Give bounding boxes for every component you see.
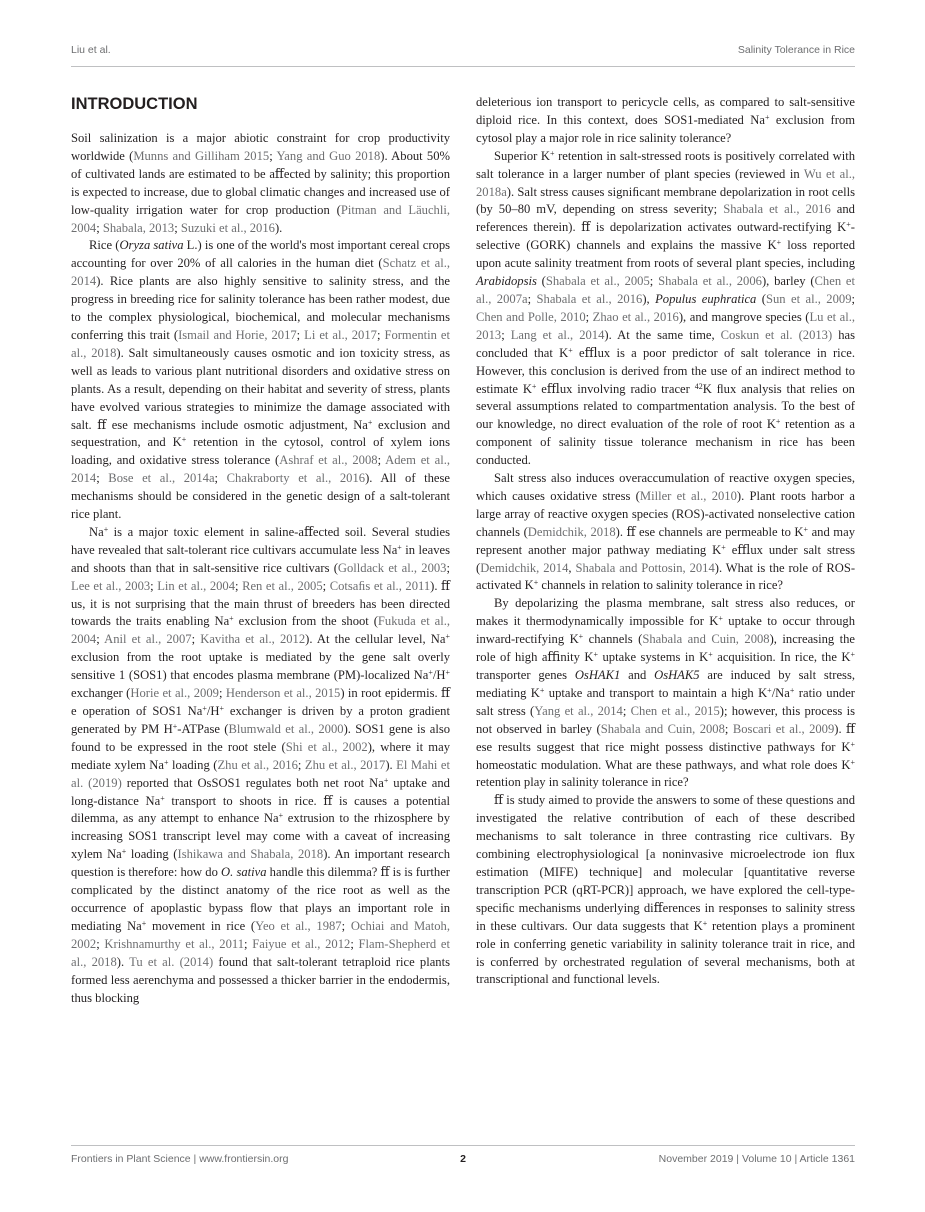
text-run: ; (501, 327, 511, 342)
text-run: Superior K (494, 148, 551, 163)
text-run: handle this dilemma? ﬀ is is further complicated by the distinct anatomy of the rice root as well as the occurrence of apoplastic bypass ﬂow that plays an important role in mediating Na (71, 865, 451, 933)
text-run: ). At the same time, (604, 327, 721, 342)
text-run: ; (851, 291, 855, 306)
citation-link[interactable]: Golldack et al., 2003 (337, 560, 447, 575)
citation-link[interactable]: Suzuki et al., 2016 (180, 220, 275, 235)
citation-link[interactable]: Ashraf et al., 2008 (279, 453, 378, 468)
header-short-title: Salinity Tolerance in Rice (737, 44, 855, 56)
text-run: ratio under salt stress ( (476, 685, 855, 718)
text-run: ; (341, 918, 351, 933)
text-run: ; (214, 471, 227, 486)
citation-link[interactable]: Ochiai and Matoh, 2002 (71, 918, 450, 951)
superscript: + (578, 632, 584, 642)
text-run: found that salt-tolerant tetraploid rice plants formed less aerenchyma and possessed a thicker barrier in the endodermis, thus blocking (71, 954, 450, 1005)
superscript: + (846, 220, 851, 230)
text-run: ; (96, 936, 105, 951)
text-run: loading ( (126, 847, 178, 862)
body-paragraph (71, 237, 450, 524)
text-run: /H (432, 668, 446, 683)
citation-link[interactable]: Zhao et al., 2016 (592, 309, 679, 324)
text-run: ; (235, 578, 243, 593)
text-run: exclusion from the root uptake is mediated by the gene salt overly sensitive 1 (SOS1) that encodes plasma membrane (PM)-localized Na (71, 650, 450, 683)
text-run: retention in the cytosol, control of xylem ions loading, and oxidative stress tolerance ( (71, 435, 450, 468)
superscript: + (850, 650, 855, 660)
text-run: eﬄux involving radio tracer (536, 381, 695, 396)
text-run: ). (385, 757, 397, 772)
citation-link[interactable]: Chen and Polle, 2010 (476, 309, 586, 324)
superscript: + (445, 668, 450, 678)
citation-link[interactable]: Horie et al., 2009 (130, 686, 219, 701)
text-run: ; (174, 220, 181, 235)
body-paragraph (71, 524, 450, 1007)
citation-link[interactable]: Chakraborty et al., 2016 (226, 471, 366, 486)
text-run: ﬀ is study aimed to provide the answers to some of these questions and investigated the relative contribution of each of these described mechanisms to salt tolerance in three contrasting rice cultivars. By combining electrophysiological [a noninvasive microelectrode ion ﬂux estimation (MIFE) technique] and molecular [quantitative reverse transcription PCR (qRT-PCR)] approach, we have explored the cell-type-speciﬁc mechanisms underlying diﬀerences in responses to salinity stress in these cultivars. Our data suggests that K (476, 793, 855, 933)
citation-link[interactable]: Coskun et al. (2013) (720, 327, 833, 342)
text-run: reported that OsSOS1 regulates both net root Na (121, 775, 384, 790)
citation-link[interactable]: Miller et al., 2010 (639, 488, 737, 503)
text-run: ). Salt stress causes signiﬁcant membrane depolarization in root cells (by 50–80 mV, depending on stress severity; (476, 184, 855, 217)
text-run: K ﬂux analysis that relies on several assumptions related to compartmentation analysis. To the best of our knowledge, no direct evaluation of the role of root K (476, 381, 855, 432)
right-paragraphs (476, 94, 855, 989)
text-run: eﬄux is a poor predictor of salt tolerance in rice. However, this conclusion is derived from the use of an indirect method to estimate K (476, 345, 855, 396)
superscript: + (539, 685, 545, 695)
superscript: + (141, 918, 147, 928)
text-run: uptake and transport to maintain a high K (544, 685, 768, 700)
citation-link[interactable]: Lee et al., 2003 (71, 578, 151, 593)
superscript: + (229, 614, 234, 624)
text-run: ). Salt simultaneously causes osmotic and ion toxicity stress, as well as leads to various plant nutritional disorders and oxidative stress on plants. As a result, depending on their habitat and severity of stress, plants have evolved various strategies to minimize the damage associated with salt. ﬀ ese mechanisms include osmotic adjustment, Na (71, 345, 450, 432)
superscript: 42 (694, 381, 703, 391)
superscript: + (367, 417, 373, 427)
text-run: ). What is the role of ROS-activated K (476, 560, 856, 593)
text-run: transport to shoots in rice. ﬀ is causes a potential dilemma, as any attempt to enhance Na (71, 793, 450, 826)
citation-link[interactable]: Demidchik, 2014 (480, 560, 569, 575)
superscript: + (181, 435, 187, 445)
superscript: + (776, 238, 782, 248)
text-run: ; (622, 703, 631, 718)
text-run: ). Plant roots harbor a large array of reactive oxygen species (ROS)-activated nonselective cation channels ( (476, 488, 855, 539)
text-run: ; (191, 632, 201, 647)
text-run: ). SOS1 gene is also found to be expressed in the root stele ( (71, 721, 451, 754)
footer-journal: Frontiers in Plant Science | www.frontiersin.org (71, 1153, 289, 1165)
text-run: Salt stress also induces overaccumulation of reactive oxygen species, which causes oxidative stress ( (476, 471, 855, 503)
footer-issue: November 2019 | Volume 10 | Article 1361 (658, 1153, 855, 1165)
citation-link[interactable]: Kavitha et al., 2012 (200, 632, 306, 647)
text-run: deleterious ion transport to pericycle cells, as compared to salt-sensitive diploid rice. In this context, does SOS1-mediated Na (476, 95, 855, 127)
superscript: + (164, 757, 169, 767)
text-run: eﬄux under salt stress ( (476, 542, 855, 575)
citation-link[interactable]: El Mahi et al. (2019) (71, 757, 450, 790)
text-run: ). ﬀ ese results suggest that rice might possess distinctive pathways for K (476, 721, 855, 754)
text-run: ; (377, 453, 386, 468)
citation-link[interactable]: Shi et al., 2002 (285, 739, 368, 754)
text-run: ; (376, 327, 385, 342)
text-run: ; (96, 632, 105, 647)
text-run: ). ﬀ ese channels are permeable to K (615, 524, 804, 539)
citation-link[interactable]: Flam-Shepherd et al., 2018 (71, 936, 450, 969)
text-run: Rice ( (89, 238, 120, 253)
body-paragraph (71, 130, 450, 237)
superscript: + (702, 918, 708, 928)
text-run: uptake to occur through inward-rectifying K (476, 614, 855, 647)
superscript: + (775, 417, 781, 427)
text-run: ; (649, 274, 659, 289)
text-run: ). At the cellular level, Na (305, 632, 446, 647)
citation-link[interactable]: Ren et al., 2005 (242, 578, 323, 593)
text-run: and may represent another major pathway mediating K (476, 524, 855, 557)
text-run: ) in root epidermis. ﬀ e operation of SOS1 Na (71, 686, 450, 718)
text-run: /Na (771, 685, 790, 700)
text-run: ; (446, 560, 450, 575)
header-authors: Liu et al. (71, 44, 111, 56)
text-run: ; (244, 936, 253, 951)
text-run: retention play in salinity tolerance in rice? (476, 775, 689, 790)
citation-link[interactable]: Shabala and Pottosin, 2014 (575, 560, 715, 575)
text-run: ). All of these mechanisms should be considered in the genetic design of a salt-tolerant rice plant. (71, 471, 450, 522)
superscript: + (767, 685, 772, 695)
text-run: movement in rice ( (146, 918, 256, 933)
text-run: -ATPase ( (177, 721, 229, 736)
citation-link[interactable]: Yang et al., 2014 (534, 703, 623, 718)
text-run: ). Rice plants are also highly sensitive to salinity stress, and the progress in breeding rice for salinity tolerance has been rather modest, due to the complex physiological, biochemical, and molecular mechanisms conferring this trait ( (71, 274, 450, 342)
citation-link[interactable]: Ishikawa and Shabala, 2018 (177, 847, 324, 862)
citation-link[interactable]: Wu et al., 2018a (476, 166, 855, 199)
superscript: + (202, 704, 207, 713)
italic-term: Populus euphratica (655, 291, 757, 306)
text-run: uptake systems in K (598, 650, 709, 665)
text-run: /H (206, 704, 220, 718)
text-run: retention in salt-stressed roots is positively correlated with salt tolerance in a larger number of plant species (reviewed in (476, 148, 855, 181)
text-run: ; (296, 327, 305, 342)
citation-link[interactable]: Shabala et al., 2016 (723, 202, 831, 217)
text-run: ), barley ( (761, 274, 815, 289)
text-run: homeostatic modulation. What are these pathways, and what role does K (476, 757, 851, 772)
text-run: ). An important research question is therefore: how do (71, 847, 450, 880)
text-run: ; (724, 721, 733, 736)
text-run: ), increasing the role of high aﬃnity K (476, 632, 855, 665)
citation-link[interactable]: Munns and Gilliham 2015 (133, 148, 270, 163)
text-run: is a major toxic element in saline-aﬀected soil. Several studies have revealed that salt-tolerant rice cultivars accumulate less Na (71, 524, 450, 557)
superscript: + (789, 685, 795, 695)
citation-link[interactable]: Tu et al. (2014) (129, 954, 214, 969)
text-run: ). (116, 954, 130, 969)
text-run: and references therein). ﬀ is depolarization activates outward-rectifying K (476, 202, 855, 235)
superscript: + (172, 721, 178, 731)
text-run: ; (269, 148, 277, 163)
header-rule (71, 66, 855, 67)
citation-link[interactable]: Sun et al., 2009 (765, 291, 852, 306)
superscript: + (278, 811, 284, 821)
text-run: ; (585, 309, 593, 324)
page-number: 2 (460, 1153, 466, 1165)
superscript: + (445, 632, 450, 642)
left-column (71, 94, 450, 1007)
text-run: ), where it may mediate xylem Na (71, 739, 450, 772)
citation-link[interactable]: Ismail and Horie, 2017 (178, 327, 297, 342)
text-run: channels ( (583, 632, 643, 647)
body-paragraph (476, 94, 855, 148)
superscript: + (850, 757, 855, 767)
text-run: acquisition. In rice, the K (712, 650, 851, 665)
text-run: channels in relation to salinity tolerance in rice? (538, 578, 784, 593)
body-paragraph (476, 470, 855, 595)
italic-term: OsHAK1 (574, 668, 621, 682)
text-run: exchanger is driven by a proton gradient generated by PM H (71, 704, 450, 736)
text-run: ), and mangrove species ( (678, 309, 810, 324)
italic-term: Arabidopsis (476, 274, 537, 289)
citation-link[interactable]: Zhu et al., 2016 (217, 757, 298, 772)
text-run: transporter genes (476, 668, 575, 682)
citation-link[interactable]: Demidchik, 2018 (527, 524, 616, 539)
superscript: + (219, 704, 224, 713)
citation-link[interactable]: Chen et al., 2015 (630, 703, 720, 718)
text-run: ). About 50% of cultivated lands are estimated to be aﬀected by salinity; this proportion is expected to increase, due to global climatic changes and increased use of low-quality irrigation water for crop production ( (71, 148, 450, 217)
page-footer (71, 1153, 855, 1169)
citation-link[interactable]: Lang et al., 2014 (510, 327, 605, 342)
text-run: Soil salinization is a major abiotic constraint for crop productivity worldwide ( (71, 131, 450, 163)
citation-link[interactable]: Fukuda et al., 2004 (71, 614, 450, 647)
citation-link[interactable]: Anil et al., 2007 (104, 632, 192, 647)
italic-term: OsHAK5 (654, 668, 700, 682)
superscript: + (718, 614, 723, 624)
text-run: loss reported upon acute salinity treatment from roots of several plant species, including (476, 238, 855, 271)
text-run: ). (274, 220, 283, 235)
citation-link[interactable]: Krishnamurthy et al., 2011 (104, 936, 244, 951)
text-run: -selective (GORK) channels and explains the massive K (476, 220, 855, 253)
text-run: ; (322, 578, 330, 593)
citation-link[interactable]: Yang and Guo 2018 (276, 148, 381, 163)
citation-link[interactable]: Shabala and Cuin, 2008 (642, 632, 770, 647)
text-run: ; (150, 578, 158, 593)
superscript: + (103, 524, 109, 534)
superscript: + (568, 345, 573, 355)
superscript: + (850, 739, 855, 749)
text-run: exchanger ( (71, 686, 131, 701)
text-run: L.) is one of the world's most important cereal crops accounting for over 20% of all calories in the human diet ( (71, 238, 451, 271)
text-run: ; (218, 686, 226, 701)
text-run: has concluded that K (476, 327, 856, 360)
text-run: exclusion and sequestration, and K (71, 417, 450, 450)
text-run: exclusion from the shoot ( (233, 614, 378, 629)
text-run: retention plays a prominent role in conferring genetic variability in salinity tolerance trait in rice, and is conferred by orchestrated regulation of several mechanisms, both at transcriptional and functional levels. (476, 918, 855, 987)
citation-link[interactable]: Blumwald et al., 2000 (228, 721, 344, 736)
text-run: ; (527, 291, 537, 306)
body-paragraph (476, 595, 855, 792)
text-run: ); however, this process is not observed in barley ( (476, 703, 856, 736)
text-run: exclusion from cytosol play a major role in rice salinity tolerance? (476, 112, 855, 145)
text-run: are induced by salt stress, mediating K (476, 668, 856, 700)
body-paragraph (476, 792, 855, 989)
superscript: + (593, 650, 599, 660)
text-run: ). ﬀ us, it is not surprising that the main thrust of breeders has been directed towards the traits enabling Na (71, 578, 450, 629)
citation-link[interactable]: Shabala and Cuin, 2008 (600, 721, 725, 736)
superscript: + (121, 847, 127, 857)
citation-link[interactable]: Li et al., 2017 (304, 327, 377, 342)
superscript: + (397, 542, 402, 552)
citation-link[interactable]: Shabala, 2013 (102, 220, 175, 235)
section-title: INTRODUCTION (71, 95, 198, 113)
italic-term: O. sativa (221, 865, 267, 880)
text-run: ; (96, 471, 109, 486)
left-paragraphs (71, 130, 450, 1007)
citation-link[interactable]: Pitman and Läuchli, 2004 (71, 202, 450, 235)
superscript: + (803, 524, 809, 534)
italic-term: Oryza sativa (119, 238, 184, 253)
citation-link[interactable]: Lu et al., 2013 (476, 309, 855, 342)
text-run: ; (96, 220, 103, 235)
running-header (71, 44, 855, 60)
citation-link[interactable]: Schatz et al., 2014 (71, 256, 451, 289)
citation-link[interactable]: Chen et al., 2007a (476, 274, 855, 306)
citation-link[interactable]: Boscari et al., 2009 (732, 721, 835, 736)
text-run: Na (89, 524, 104, 539)
text-run: ( (536, 274, 546, 289)
citation-link[interactable]: Adem et al., 2014 (71, 453, 450, 486)
citation-link[interactable]: Cotsaﬁs et al., 2011 (329, 578, 431, 593)
superscript: + (721, 542, 726, 552)
superscript: + (708, 650, 713, 660)
citation-link[interactable]: Shabala et al., 2016 (536, 291, 643, 306)
citation-link[interactable]: Henderson et al., 2015 (225, 686, 341, 701)
footer-rule (71, 1145, 855, 1146)
superscript: + (160, 793, 165, 803)
text-run: ; (297, 757, 305, 772)
text-run: , (568, 560, 576, 575)
text-run: uptake and long-distance Na (71, 775, 450, 808)
text-run: and (620, 668, 655, 682)
citation-link[interactable]: Formentin et al., 2018 (71, 327, 450, 360)
text-run: ), (642, 291, 656, 306)
superscript: + (533, 578, 539, 588)
citation-link[interactable]: Bose et al., 2014a (108, 471, 215, 486)
text-run: ; (350, 936, 359, 951)
superscript: + (428, 668, 433, 678)
superscript: + (383, 775, 389, 785)
citation-link[interactable]: Faiyue et al., 2012 (252, 936, 351, 951)
text-run: By depolarizing the plasma membrane, salt stress also reduces, or makes it thermodynamically impossible for K (476, 596, 855, 629)
citation-link[interactable]: Shabala et al., 2005 (545, 274, 650, 289)
citation-link[interactable]: Lin et al., 2004 (157, 578, 236, 593)
citation-link[interactable]: Yeo et al., 1987 (255, 918, 342, 933)
citation-link[interactable]: Shabala et al., 2006 (658, 274, 762, 289)
text-run: loading ( (168, 757, 218, 772)
superscript: + (550, 148, 555, 158)
text-run: ( (756, 291, 766, 306)
citation-link[interactable]: Zhu et al., 2017 (304, 757, 386, 772)
text-run: in leaves and shoots than that in salt-sensitive rice cultivars ( (71, 542, 450, 575)
body-paragraph (476, 148, 855, 470)
superscript: + (531, 381, 537, 391)
superscript: + (764, 112, 770, 122)
text-run: retention as a component of salinity tissue tolerance mechanism in rice has been conducted. (476, 417, 855, 468)
right-column (476, 94, 855, 989)
text-run: extrusion to the rhizosphere by increasing SOS1 transcript level may come with a caveat of increasing xylem Na (71, 811, 450, 862)
